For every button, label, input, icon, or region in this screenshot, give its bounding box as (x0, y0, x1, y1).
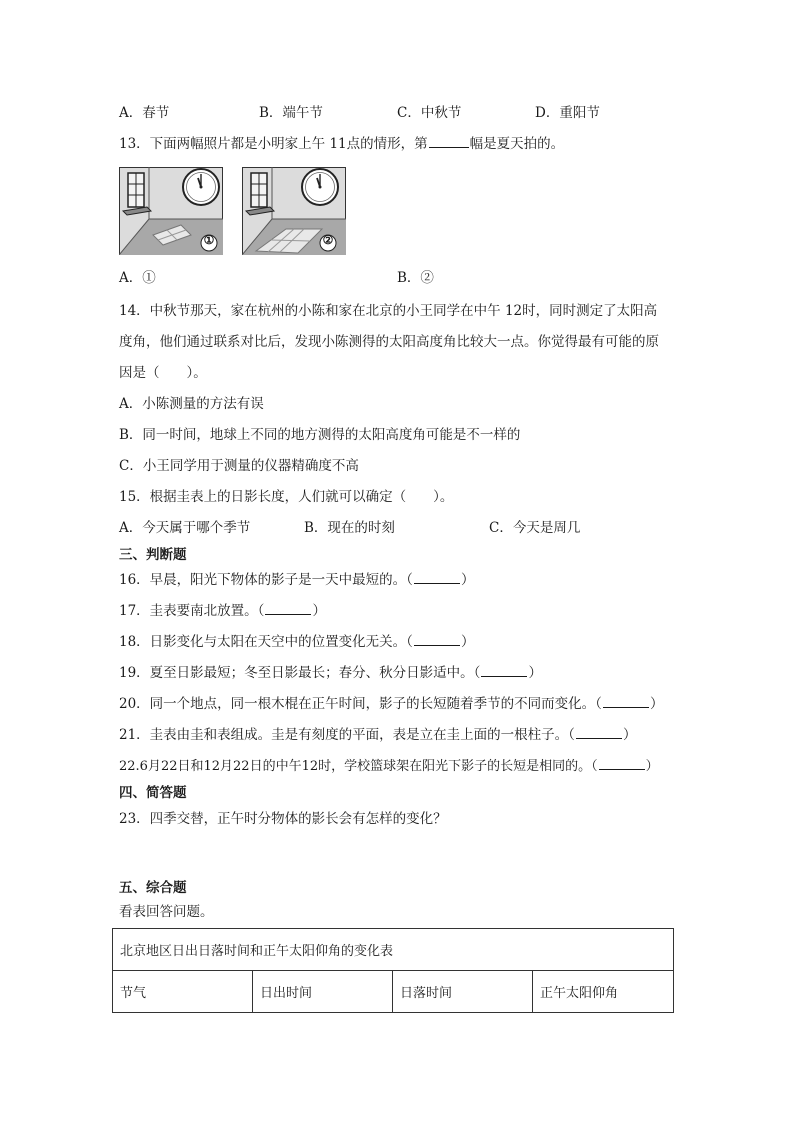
q13-option-b: B．② (397, 270, 434, 286)
tf-text: 21．圭表由圭和表组成。圭是有刻度的平面，表是立在圭上面的一根柱子。（ (119, 727, 575, 743)
q13-photo-2 (242, 167, 346, 255)
tf-question-22 (119, 757, 659, 776)
table-header-row (113, 971, 674, 1013)
tf-text: 17．圭表要南北放置。（ (119, 603, 265, 619)
q15-option-c: C．今天是周几 (489, 520, 581, 536)
tf-end: ） (460, 572, 475, 588)
tf-text: 20．同一个地点，同一根木棍在正午时间，影子的长短随着季节的不同而变化。（ (119, 696, 602, 712)
tf-question-18 (119, 633, 474, 651)
q12-option-d: D．重阳节 (535, 105, 600, 121)
table-intro: 看表回答问题。 (119, 904, 214, 920)
tf-text: 16．早晨，阳光下物体的影子是一天中最短的。（ (119, 572, 413, 588)
tf-end: ） (622, 727, 637, 743)
tf-question-21 (119, 726, 636, 744)
q14-line-2: 度角，他们通过联系对比后，发现小陈测得的太阳高度角比较大一点。你觉得最有可能的原 (119, 334, 659, 350)
tf-question-19 (119, 664, 542, 682)
section-5-heading: 五、综合题 (119, 880, 187, 896)
table-header-cell: 节气 (113, 971, 253, 1013)
q15-option-a: A．今天属于哪个季节 (119, 520, 251, 536)
q14-option-b: B．同一时间，地球上不同的地方测得的太阳高度角可能是不一样的 (119, 427, 521, 443)
q23-question: 23．四季交替，正午时分物体的影长会有怎样的变化？ (119, 811, 447, 827)
q15-question: 15．根据圭表上的日影长度，人们就可以确定（ ）。 (119, 489, 454, 505)
tf-question-17 (119, 602, 326, 620)
answer-blank (599, 757, 645, 770)
tf-end: ） (528, 665, 542, 681)
answer-blank (265, 602, 311, 615)
q12-option-a: A．春节 (119, 105, 170, 121)
tf-end: ） (649, 696, 664, 712)
answer-blank (414, 571, 460, 584)
table-header-cell: 日落时间 (393, 971, 533, 1013)
q14-option-a: A．小陈测量的方法有误 (119, 396, 264, 412)
photo-1-label: ① (203, 233, 215, 247)
q14-line-3: 因是（ ）。 (119, 365, 207, 381)
q13-text-before: 13．下面两幅照片都是小明家上午 11点的情形，第 (119, 136, 428, 152)
q14-option-c: C．小王同学用于测量的仪器精确度不高 (119, 458, 359, 474)
q12-option-b: B．端午节 (259, 105, 323, 121)
section-4-heading: 四、简答题 (119, 785, 187, 801)
tf-text: 22.6月22日和12月22日的中午12时，学校篮球架在阳光下影子的长短是相同的。（ (119, 759, 598, 774)
answer-blank (576, 726, 622, 739)
tf-question-16 (119, 571, 474, 589)
table-title-row (113, 929, 674, 971)
q12-option-c: C．中秋节 (397, 105, 462, 121)
answer-blank (414, 633, 460, 646)
q14-line-1: 14．中秋节那天，家在杭州的小陈和家在北京的小王同学在中午 12时，同时测定了太阳高 (119, 303, 658, 319)
table-header-cell: 日出时间 (253, 971, 393, 1013)
q15-option-b: B．现在的时刻 (304, 520, 395, 536)
answer-blank (603, 695, 649, 708)
tf-text: 19．夏至日影最短；冬至日影最长；春分、秋分日影适中。（ (119, 665, 481, 681)
section-3-heading: 三、判断题 (119, 547, 187, 563)
q13-photo-1 (119, 167, 223, 255)
photo-2-label: ② (322, 233, 334, 247)
q13-blank (429, 135, 469, 148)
q13-question (119, 135, 564, 153)
sunrise-sunset-table (112, 928, 674, 1013)
tf-text: 18．日影变化与太阳在天空中的位置变化无关。（ (119, 634, 413, 650)
tf-end: ） (312, 603, 326, 619)
table-header-cell: 正午太阳仰角 (533, 971, 674, 1013)
q13-option-a: A．① (119, 270, 156, 286)
tf-end: ） (645, 759, 659, 774)
q13-text-after: 幅是夏天拍的。 (469, 136, 565, 152)
tf-end: ） (460, 634, 475, 650)
table-title: 北京地区日出日落时间和正午太阳仰角的变化表 (113, 929, 674, 971)
tf-question-20 (119, 695, 663, 713)
answer-blank (481, 664, 527, 677)
